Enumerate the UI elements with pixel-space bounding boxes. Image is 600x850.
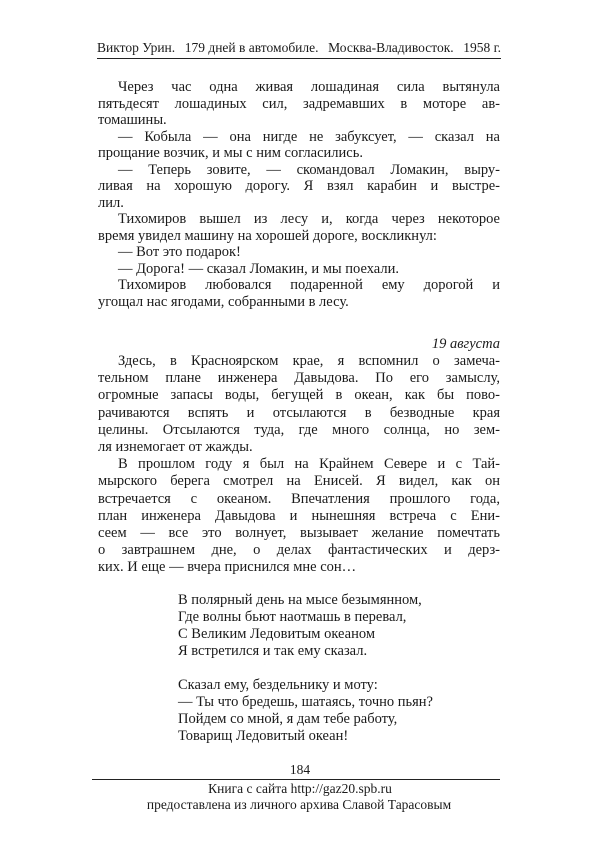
text-line: огромные запасы воды, бегущей в океан, как бы пово-	[98, 387, 500, 404]
text-line: пятьдесят лошадиных сил, задремавших в моторе ав-	[98, 95, 500, 112]
text-line: план инженера Давыдова и нынешняя встреча с Ени-	[98, 507, 500, 524]
text-line: лил.	[98, 194, 124, 211]
poem-line: Сказал ему, бездельнику и моту:	[178, 677, 378, 693]
poem-line: В полярный день на мысе безымянном,	[178, 592, 422, 608]
page-number: 184	[289, 762, 311, 777]
poem-line: — Ты что бредешь, шатаясь, точно пьян?	[178, 694, 433, 710]
text-line: ких. И еще — вчера приснился мне сон…	[98, 559, 357, 576]
text-line: ливая на хорошую дорогу. Я взял карабин и выстре-	[98, 178, 500, 194]
text-line: — Кобыла — она нигде не забуксует, — сказал на	[118, 128, 500, 145]
text-line: — Вот это подарок!	[118, 244, 241, 260]
text-line: Тихомиров вышел из лесу и, когда через некоторое	[118, 211, 500, 227]
poem-line: Товарищ Ледовитый океан!	[178, 728, 349, 744]
text-line: томашины.	[98, 112, 167, 128]
text-line: рачиваются вспять и отсылаются в безводные края	[98, 404, 500, 421]
text-line: Тихомиров любовался подаренной ему дорогой и	[118, 277, 500, 293]
text-line: о завтрашнем дне, о делах фантастических и дерз-	[98, 542, 500, 559]
text-line: Через час одна живая лошадиная сила вытянула	[118, 79, 500, 95]
text-block-2	[98, 353, 500, 576]
footer-line-2: предоставлена из личного архива Славой Тарасовым	[146, 797, 452, 812]
text-line: Здесь, в Красноярском крае, я вспомнил о замеча-	[118, 353, 500, 369]
text-line: угощал нас ягодами, собранными в лесу.	[98, 293, 349, 310]
poem-line: Пойдем со мной, я дам тебе работу,	[178, 711, 398, 727]
text-block-1	[98, 79, 500, 310]
text-line: прощание возчик, и мы с ним согласились.	[98, 145, 363, 161]
poem-stanza-1	[178, 592, 422, 660]
poem-stanza-2	[178, 677, 433, 745]
text-line: ля изнемогает от жажды.	[98, 438, 253, 455]
text-line: В прошлом году я был на Крайнем Севере и с Тай-	[118, 456, 500, 473]
diary-date: 19 августа	[431, 336, 500, 352]
text-line: встречается с океаном. Впечатления прошлого года,	[98, 490, 500, 507]
text-line: — Теперь зовите, — скомандовал Ломакин, выру-	[118, 161, 500, 178]
text-line: время увидел машину на хорошей дороге, воскликнул:	[98, 227, 437, 244]
text-line: целины. Отсылаются туда, где много солнца, но зем-	[98, 421, 500, 438]
header-divider	[97, 58, 501, 59]
footer-divider	[92, 779, 500, 780]
header-route: Москва-Владивосток.	[328, 40, 454, 55]
footer-line-1: Книга с сайта http://gaz20.spb.ru	[208, 781, 392, 796]
text-line: мырского берега смотрел на Енисей. Я видел, как он	[98, 473, 500, 490]
poem-line: Я встретился и так ему сказал.	[178, 643, 368, 659]
text-line: тельном плане инженера Давыдова. По его замыслу,	[98, 370, 500, 387]
header-title: 179 дней в автомобиле.	[184, 40, 319, 55]
text-line: — Дорога! — сказал Ломакин, и мы поехали.	[118, 260, 399, 277]
poem-line: С Великим Ледовитым океаном	[178, 626, 375, 642]
header-year: 1958 г.	[463, 40, 501, 55]
poem-line: Где волны бьют наотмашь в перевал,	[178, 609, 407, 625]
header-author: Виктор Урин.	[97, 40, 176, 55]
running-header	[97, 40, 501, 56]
text-line: сеем — все это волнует, вызывает желание помечтать	[98, 524, 500, 541]
